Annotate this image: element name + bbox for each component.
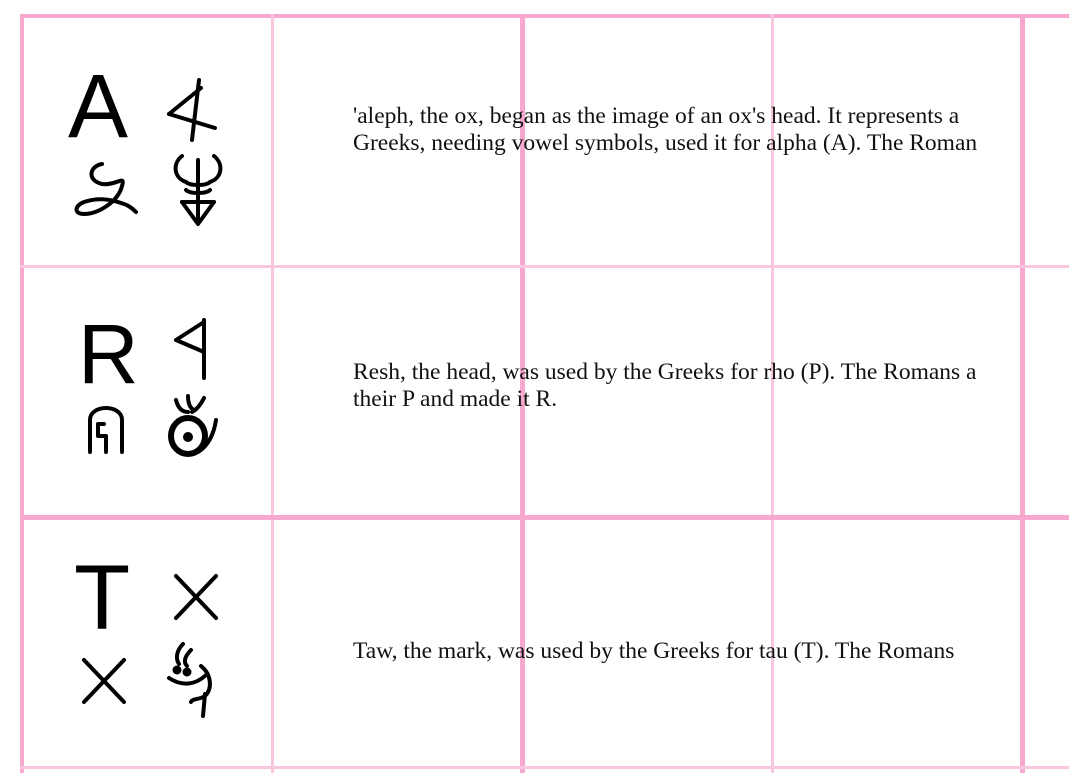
proto-sinaitic-resh-icon bbox=[82, 398, 132, 458]
letter-description bbox=[353, 638, 1069, 665]
hieroglyph-mark-icon bbox=[165, 640, 221, 720]
latin-letter: A bbox=[68, 57, 129, 157]
description-line-1: 'aleph, the ox, began as the image of an ox's head. It represents a bbox=[353, 103, 960, 129]
latin-letter: T bbox=[74, 547, 131, 649]
grid-line-row-3 bbox=[20, 766, 1069, 769]
description-line-1: Resh, the head, was used by the Greeks for rho (P). The Romans a bbox=[353, 359, 977, 385]
proto-sinaitic-taw-icon bbox=[80, 656, 130, 708]
grid-line-row-2 bbox=[20, 515, 1069, 520]
description-line-2: Greeks, needing vowel symbols, used it for alpha (A). The Roman bbox=[353, 130, 978, 156]
letter-description bbox=[353, 359, 1069, 413]
phoenician-taw-icon bbox=[172, 572, 222, 624]
description-line-1: Taw, the mark, was used by the Greeks for tau (T). The Romans bbox=[353, 638, 955, 664]
phoenician-resh-icon bbox=[170, 316, 214, 382]
grid-line-row-1 bbox=[20, 265, 1069, 268]
description-line-2: their P and made it R. bbox=[353, 386, 558, 412]
latin-letter: R bbox=[78, 307, 139, 401]
hieroglyph-head-icon bbox=[164, 390, 224, 462]
